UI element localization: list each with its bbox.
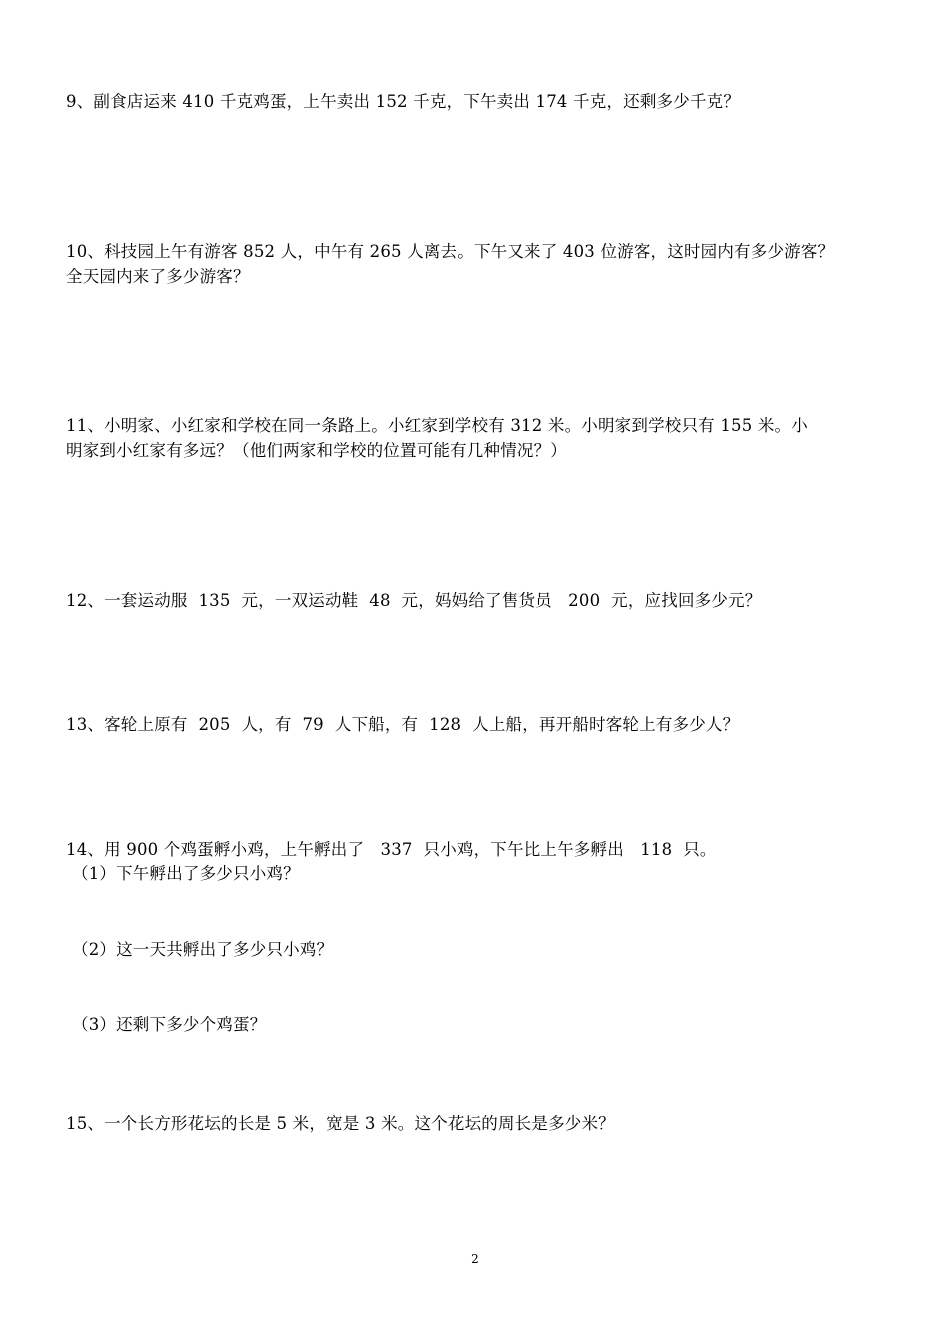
question-9: 9、副食店运来 410 千克鸡蛋，上午卖出 152 千克，下午卖出 174 千克，还剩多少千克？ xyxy=(66,92,741,111)
question-11-line-2: 明家到小红家有多远？（他们两家和学校的位置可能有几种情况？） xyxy=(66,441,567,460)
question-15: 15、一个长方形花坛的长是 5 米，宽是 3 米。这个花坛的周长是多少米？ xyxy=(66,1114,615,1133)
question-10-line-1: 10、科技园上午有游客 852 人，中午有 265 人离去。下午又来了 403 位游客，这时园内有多少游客？ xyxy=(66,242,835,261)
question-12: 12、一套运动服 135 元，一双运动鞋 48 元，妈妈给了售货员 200 元，应找回多少元？ xyxy=(66,591,762,610)
question-10-line-2: 全天园内来了多少游客？ xyxy=(66,267,250,286)
question-14: 14、用 900 个鸡蛋孵小鸡，上午孵出了 337 只小鸡，下午比上午多孵出 118 只。 xyxy=(66,840,717,859)
page-number: 2 xyxy=(471,1252,479,1266)
question-11-line-1: 11、小明家、小红家和学校在同一条路上。小红家到学校有 312 米。小明家到学校只有 155 米。小 xyxy=(66,416,808,435)
question-14-part-1: （1）下午孵出了多少只小鸡？ xyxy=(72,864,300,883)
question-14-part-2: （2）这一天共孵出了多少只小鸡？ xyxy=(72,940,334,959)
question-14-part-3: （3）还剩下多少个鸡蛋？ xyxy=(72,1015,267,1034)
question-13: 13、客轮上原有 205 人，有 79 人下船，有 128 人上船，再开船时客轮上有多少人？ xyxy=(66,715,740,734)
